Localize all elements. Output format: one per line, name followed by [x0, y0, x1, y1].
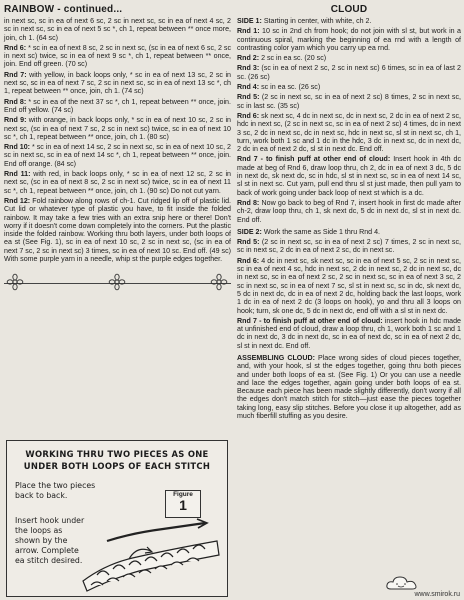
assembling-paragraph [237, 354, 461, 420]
instruction-paragraph [237, 155, 461, 196]
round-label: Rnd 11: [4, 170, 31, 179]
round-label: Rnd 6: [237, 111, 260, 120]
instruction-text: (2 sc in next sc, sc in ea of next 2 sc) 8 times, 2 sc in next sc, sc in last sc. (35 sc) [237, 93, 461, 110]
left-column [4, 0, 231, 297]
diagram-title-line2: UNDER BOTH LOOPS OF EACH STITCH [23, 461, 211, 471]
instruction-text: Insert hook in 4th dc made at beg of Rnd 6, draw loop thru, ch 2, dc in ea of next 3 dc, 5 dc in next dc, sk next dc, sc in hdc, sl st in next sc, sc in ea of next 14 sc, sl st in next sc. Cut yarn, pull end thru sl st just made, then pull yarn to back of work going under back loop of next st which is a dc. [237, 155, 461, 197]
figure-number: 1 [179, 497, 187, 513]
instruction-text: * sc in ea of next 8 sc, 2 sc in next sc, (sc in ea of next 6 sc, 2 sc in next sc) twice, sc in ea of next 9 sc *, ch 1, repeat between ** once, join. End off green. (70 sc) [4, 43, 232, 69]
round-label: SIDE 2: [237, 227, 262, 236]
cloud-icon [385, 574, 419, 592]
right-column [237, 0, 461, 422]
website-watermark: www.smirok.ru [414, 591, 460, 598]
instruction-text: with red, in back loops only, * sc in ea of next 12 sc, 2 sc in next sc, (sc in ea of next 8 sc, 2 sc in next sc) twice, sc in ea of next 11 sc *, ch 1, repeat between ** once, join, ch 1. (90 sc) Do not cut yarn. [4, 170, 231, 195]
instruction-paragraph [237, 199, 461, 224]
instruction-text: 2 sc in ea sc. (20 sc) [261, 54, 327, 63]
round-label: Rnd 4: [237, 83, 260, 92]
instruction-text: (2 sc in next sc, sc in ea of next 2 sc) 7 times, 2 sc in next sc, sc in next sc, 2 dc in ea of next 2 sc, dc in next sc. [237, 238, 461, 255]
assembling-label: ASSEMBLING CLOUD: [237, 353, 315, 362]
round-label: Rnd 6: [237, 256, 260, 265]
instruction-paragraph [4, 170, 231, 195]
instruction-paragraph [4, 98, 231, 115]
round-label: Rnd 8: [4, 97, 27, 106]
instruction-paragraph [4, 197, 231, 263]
flower-divider [4, 269, 231, 297]
round-label: Rnd 7 - to finish puff at other end of cloud: [237, 316, 383, 325]
cloud-heading: CLOUD [330, 4, 368, 15]
rainbow-continued-heading: RAINBOW - continued... [4, 4, 123, 15]
instruction-text: * sc in ea of the next 37 sc *, ch 1, repeat between ** once, join. End off yellow. (74 sc) [4, 97, 231, 114]
instruction-paragraph [237, 64, 461, 81]
round-label: Rnd 7: [4, 70, 27, 79]
cloud-side2-instructions [237, 228, 461, 350]
round-label: Rnd 12: [4, 196, 31, 205]
instruction-text: (sc in ea of next 2 sc, 2 sc in next sc) 6 times, sc in ea of last 2 sc. (26 sc) [237, 64, 462, 81]
figure-1-diagram [6, 440, 228, 597]
instruction-paragraph [237, 93, 461, 110]
instruction-paragraph [4, 143, 231, 168]
instruction-paragraph [237, 112, 461, 153]
instruction-paragraph [237, 54, 461, 62]
instruction-paragraph [237, 83, 461, 91]
diagram-note-insert-hook: Insert hook under the loops as shown by the arrow. Complete ea stitch desired. [15, 516, 85, 565]
diagram-title-line1: WORKING THRU TWO PIECES AS ONE [25, 449, 209, 459]
round-label: Rnd 5: [237, 238, 260, 247]
instruction-paragraph [237, 238, 461, 255]
flower-icon [6, 273, 24, 291]
instruction-text: insert hook in hdc made at unfinished end of cloud, draw a loop thru, ch 1, work both 1 sc and 1 dc in next dc, 3 dc in next dc, sc in ea of next dc, sc in ea of next 2 dc, sl st in next dc. End off. [237, 316, 461, 350]
instruction-text: sk next sc, 4 dc in next sc, dc in next sc, 2 dc in ea of next 2 sc, hdc in next sc, (2 sc in next sc, sc in ea of next 2 sc) 4 times, dc in next 3 sc, 2 dc in next sc, dc in next sc, hdc in next sc, sl st in next sc, ch 1, turn, work both 1 sc and 1 dc in the hdc, 3 dc in next sc, dc in next dc, 2 dc in ea of next 2 dc, sl st in next dc. End off. [237, 111, 461, 154]
assembling-text: Place wrong sides of cloud pieces together, and, with your hook, sl st the edges together, going thru both pieces and under both loops of ea st. (See Fig. 1) Or you can use a needle and lace the edges together, again going under both loops of ea st. Because each piece has been made slightly differently, don't worry if all the edges don't match stitch for stitch—just ease the pieces together taking long, easy slip stitches. Before you close it up altogether, add as much fiberfill stuffing as you desire. [237, 353, 461, 421]
instruction-text: with yellow, in back loops only, * sc in ea of next 13 sc, 2 sc in next sc, sc in ea of next 7 sc, 2 sc in next sc, sc in ea of next 13 sc *, ch 1, repeat between ** once, join, ch 1. (74 sc) [4, 70, 231, 96]
round-label: Rnd 8: [237, 198, 260, 207]
instruction-text: * sc in ea of next 14 sc, 2 sc in next sc, sc in ea of next 10 sc, 2 sc in next sc, sc in ea of next 14 sc *, ch 1, repeat between ** once, join. End off orange. (84 sc) [4, 143, 231, 168]
cloud-side1-instructions [237, 17, 461, 224]
round-label: Rnd 2: [237, 54, 260, 63]
stitch-illustration [77, 511, 225, 593]
instruction-paragraph [4, 17, 231, 42]
instruction-text: sc in ea sc. (26 sc) [261, 83, 321, 92]
flower-icon [210, 273, 228, 291]
instruction-paragraph [237, 27, 461, 52]
instruction-text: 4 dc in next sc, sk next sc, sc in ea of next 5 sc, 2 sc in next sc, sc in ea of next 4 sc, hdc in next sc, 2 dc in next sc, 2 dc in next sc, dc in next sc, sc in ea of next 2 sc, 2 sc in next sc, sc in ea of next 3 sc, 2 sc in next sc, sc in ea of next 7 sc, sl st in next sc, sc in dc, sk next dc, 5 dc in next dc, dc in ea of next 2 dc, holding back the last loops, work 1 dc in ea of next 2 dc (3 loops on hook), yo and thru all 3 loops on hook; turn, sk one dc, 5 dc in next dc, end off with a sl st in next dc. [237, 256, 461, 315]
round-label: Rnd 5: [237, 93, 260, 102]
instruction-paragraph [237, 317, 461, 350]
instruction-paragraph [237, 228, 461, 236]
diagram-note-back-to-back: Place the two pieces back to back. [15, 481, 96, 500]
round-label: Rnd 6: [4, 43, 27, 52]
round-label: SIDE 1: [237, 17, 262, 25]
figure-label: Figure [173, 491, 193, 498]
instruction-paragraph [237, 257, 461, 315]
round-label: Rnd 1: [237, 27, 260, 36]
instruction-text: Work the same as Side 1 thru Rnd 4. [263, 227, 381, 236]
rainbow-instructions [4, 17, 231, 263]
round-label: Rnd 7 - to finish puff at other end of cloud: [237, 155, 391, 164]
assembling-cloud-section [237, 354, 461, 420]
instruction-text: with orange, in back loops only, * sc in ea of next 10 sc, 2 sc in next sc, (sc in ea of next 7 sc, 2 sc in next sc) twice, sc in ea of next 10 sc *, ch 1, repeat between ** once, join, ch 1. (80 sc) [4, 116, 231, 141]
instruction-paragraph [4, 71, 231, 96]
instruction-text: Fold rainbow along rows of ch-1. Cut ridged lip off of plastic lid. Cut lid or whatever type of plastic you have, to fit inside the folded rainbow. It may take a few tries with an extra snip here or there! Don't worry if it doesn't come down completely into the corners. Put the plastic inside the folded rainbow. Working thru both layers, under both loops of ea st (See Fig. 1), sc in ea of next 10 sc, 2 sc in next sc, (sc in ea of next 7 sc, 2 sc in next sc) 3 times, sc in ea of next 10 sc. End off. (49 sc) With some purple yarn in a needle, whip st the purple edges together. [4, 196, 231, 264]
round-label: Rnd 9: [4, 116, 27, 125]
round-label: Rnd 10: [4, 143, 31, 152]
instruction-text: in next sc, sc in ea of next 6 sc, 2 sc in next sc, sc in ea of next 4 sc, 2 sc in next sc, sc in ea of next 5 sc *, ch 1, repeat between ** once more, join, ch 1. (64 sc) [4, 17, 231, 42]
round-label: Rnd 3: [237, 64, 260, 73]
instruction-paragraph [4, 116, 231, 141]
flower-icon [108, 273, 126, 291]
instruction-paragraph [237, 17, 461, 25]
instruction-text: Now go back to beg of Rnd 7, insert hook in first dc made after ch-2, draw loop thru, ch 1, sk next dc, 5 dc in next dc, sl st in next dc. End off. [237, 198, 461, 224]
instruction-text: Starting in center, with white, ch 2. [263, 17, 372, 25]
instruction-text: 10 sc in 2nd ch from hook; do not join with sl st, but work in a continuous spiral, marking the beginning of ea rnd with a length of contrasting color yarn which you carry up ea rnd. [237, 27, 462, 52]
instruction-paragraph [4, 44, 231, 69]
